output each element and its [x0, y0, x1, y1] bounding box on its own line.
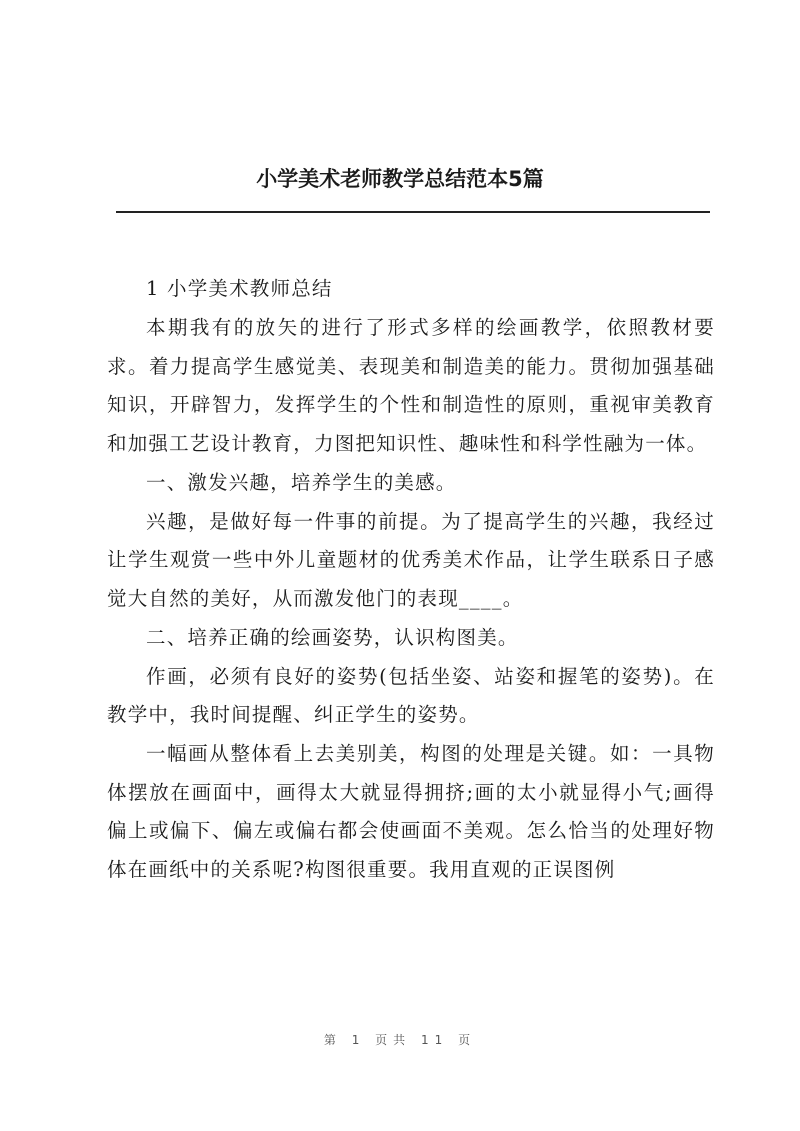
document-title: 小学美术老师教学总结范本5篇 [256, 167, 544, 191]
paragraph: 作画，必须有良好的姿势(包括坐姿、站姿和握笔的姿势)。在教学中，我时间提醒、纠正学生的姿势。 [107, 664, 715, 726]
document-body [107, 270, 715, 890]
paragraph: 二、培养正确的绘画姿势，认识构图美。 [146, 625, 519, 649]
page-number: 第 1 页共 11 页 [323, 1033, 477, 1047]
paragraph: 一幅画从整体看上去美别美，构图的处理是关键。如：一具物体摆放在画面中，画得太大就显得拥挤;画的太小就显得小气;画得偏上或偏下、偏左或偏右都会使画面不美观。怎么恰当的处理好物体在画纸中的关系呢?构图很重要。我用直观的正误图例 [107, 742, 715, 881]
section-heading: 1 小学美术教师总结 [146, 277, 333, 300]
paragraph: 本期我有的放矢的进行了形式多样的绘画教学，依照教材要求。着力提高学生感觉美、表现美和制造美的能力。贯彻加强基础知识，开辟智力，发挥学生的个性和制造性的原则，重视审美教育和加强工艺设计教育，力图把知识性、趣味性和科学性融为一体。 [107, 316, 715, 455]
paragraph: 一、激发兴趣，培养学生的美感。 [146, 470, 457, 494]
title-divider [116, 211, 710, 213]
paragraph: 兴趣，是做好每一件事的前提。为了提高学生的兴趣，我经过让学生观赏一些中外儿童题材的优秀美术作品，让学生联系日子感觉大自然的美好，从而激发他门的表现____。 [107, 509, 715, 610]
